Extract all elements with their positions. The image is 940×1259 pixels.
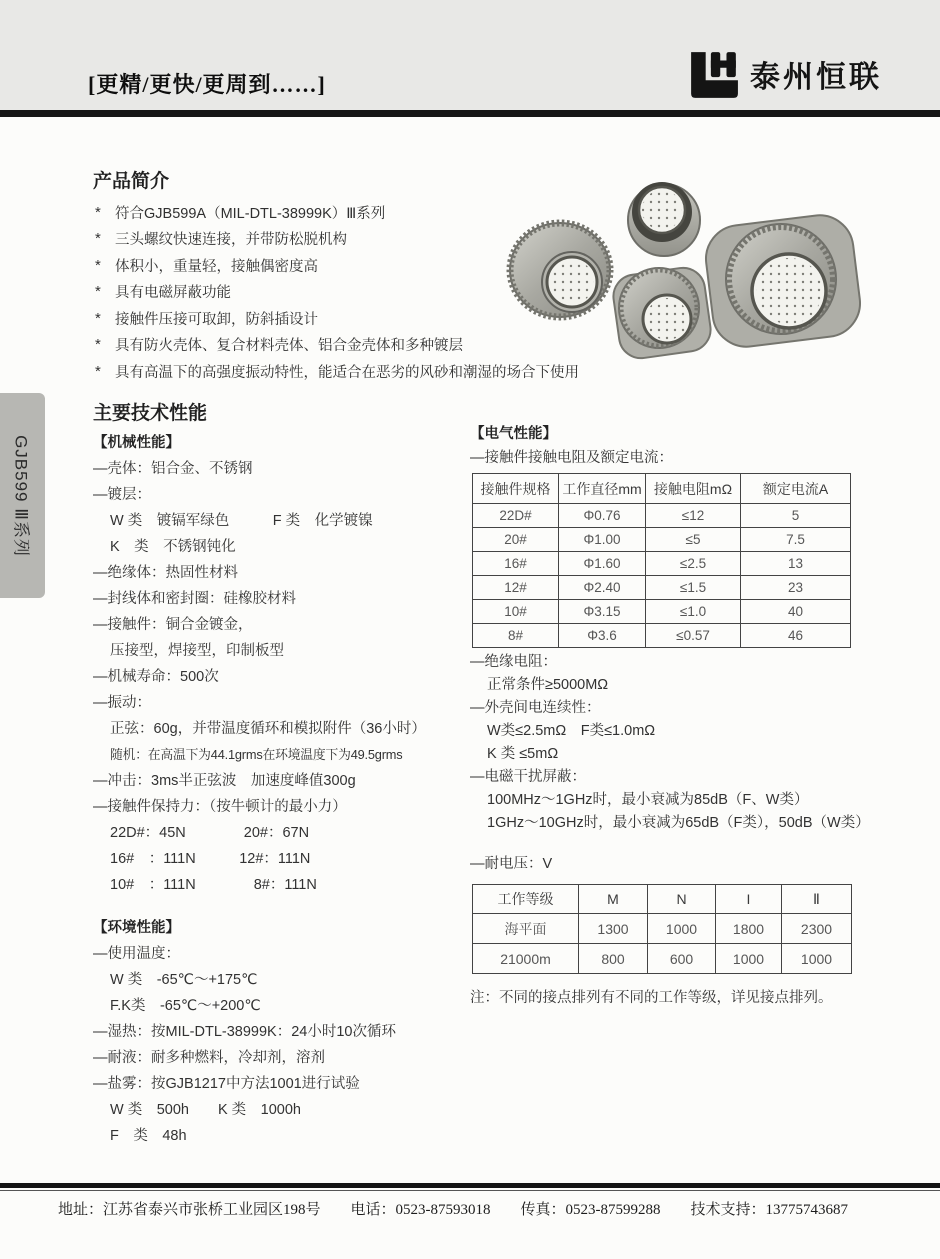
header: [0, 0, 940, 110]
environmental-title: 【环境性能】: [93, 920, 180, 936]
bullet-text: 体积小，重量轻，接触偶密度高: [115, 258, 318, 275]
table-cell: 16#: [473, 552, 559, 576]
spec-line: —外壳间电连续性：: [470, 700, 601, 716]
side-tab: [0, 393, 45, 598]
spec-line: —镀层：: [93, 487, 151, 503]
spec-line: —湿热：按MIL-DTL-38999K：24小时10次循环: [93, 1024, 396, 1040]
table-cell: 1000: [648, 914, 716, 944]
connector-photo-right: [702, 211, 864, 350]
company-logo: [688, 50, 882, 98]
connector-photo-top: [628, 182, 700, 256]
table-row: [473, 944, 852, 974]
table-cell: 1300: [579, 914, 648, 944]
lh-monogram-icon: [688, 50, 740, 98]
table-cell: 7.5: [741, 528, 851, 552]
spec-line: —封线体和密封圈：硅橡胶材料: [93, 591, 296, 607]
connector-photo-bottom: [611, 265, 714, 361]
spec-line: —机械寿命：500次: [93, 669, 219, 685]
voltage-note: 注：不同的接点排列有不同的工作等级，详见接点排列。: [470, 990, 833, 1006]
spec-line: —电磁干扰屏蔽：: [470, 769, 586, 785]
table-row: [473, 600, 851, 624]
spec-line: F 类 48h: [110, 1128, 187, 1144]
table-cell: ≤1.5: [646, 576, 741, 600]
bullet-marker: *: [95, 283, 101, 301]
spec-line: —使用温度：: [93, 946, 180, 962]
table-cell: ≤5: [646, 528, 741, 552]
table-header-cell: M: [579, 885, 648, 914]
withstand-voltage-line: [470, 851, 552, 877]
spec-line: K 类 不锈钢钝化: [110, 539, 236, 555]
spec-line: 随机：在高温下为44.1grms在环境温度下为49.5grms: [110, 747, 403, 762]
spec-line: —振动：: [93, 695, 151, 711]
table-cell: 600: [648, 944, 716, 974]
spec-line: 16# ：111N 12#：111N: [110, 851, 311, 867]
spec-line: W 类 镀镉军绿色 F 类 化学镀镍: [110, 513, 373, 529]
electrical-section-head: [470, 422, 673, 470]
electrical-subtitle: —接触件接触电阻及额定电流：: [470, 450, 673, 466]
spec-line: 22D#：45N 20#：67N: [110, 825, 310, 841]
table-row: [473, 504, 851, 528]
table-cell: 8#: [473, 624, 559, 648]
contact-resistance-table: [472, 473, 851, 648]
spec-line: 正常条件≥5000MΩ: [487, 677, 609, 693]
table-cell: 20#: [473, 528, 559, 552]
bullet-marker: *: [95, 362, 101, 380]
table-row: [473, 528, 851, 552]
table-row: [473, 914, 852, 944]
footer-rule-thin: [0, 1190, 940, 1191]
table-cell: 10#: [473, 600, 559, 624]
spec-line: —接触件：铜合金镀金，: [93, 617, 253, 633]
spec-line: 1GHz～10GHz时，最小衰减为65dB（F类），50dB（W类）: [487, 815, 870, 831]
side-tab-label: GJB599 Ⅲ系列: [11, 434, 30, 557]
spec-line: 正弦：60g，并带温度循环和模拟附件（36小时）: [110, 721, 426, 737]
spec-line: —冲击：3ms半正弦波 加速度峰值300g: [93, 773, 356, 789]
bullet-text: 具有电磁屏蔽功能: [115, 285, 231, 302]
connector-photo-left: [510, 223, 610, 317]
table-header-cell: 接触电阻mΩ: [646, 474, 741, 504]
spec-line: 压接型，焊接型，印制板型: [110, 643, 284, 659]
bullet-marker: *: [95, 256, 101, 274]
bullet-text: 具有高温下的高强度振动特性，能适合在恶劣的风砂和潮湿的场合下使用: [115, 364, 579, 381]
tech-title: 主要技术性能: [93, 403, 208, 424]
spec-line: F.K类 -65℃～+200℃: [110, 998, 261, 1014]
spec-line: —耐电压：V: [470, 856, 553, 872]
table-cell: 23: [741, 576, 851, 600]
spec-line: W 类 500h K 类 1000h: [110, 1102, 301, 1118]
voltage-table: [472, 884, 852, 974]
spec-line: W 类 -65℃～+175℃: [110, 972, 258, 988]
product-photo: [503, 158, 923, 393]
table-cell: Φ3.6: [559, 624, 646, 648]
brand-name: 泰州恒联: [750, 61, 882, 94]
table-row: [473, 576, 851, 600]
footer-rule: [0, 1183, 940, 1188]
footer-support: 技术支持：13775743687: [690, 1202, 849, 1218]
table-cell: Φ1.00: [559, 528, 646, 552]
spec-line: —绝缘体：热固性材料: [93, 565, 238, 581]
table-cell: 21000m: [473, 944, 579, 974]
table-cell: 2300: [782, 914, 852, 944]
bullet-marker: *: [95, 309, 101, 327]
spec-line: —盐雾：按GJB1217中方法1001进行试验: [93, 1076, 360, 1092]
table-header-cell: 额定电流A: [741, 474, 851, 504]
bullet-marker: *: [95, 336, 101, 354]
bullet-text: 符合GJB599A（MIL-DTL-38999K）Ⅲ系列: [115, 205, 386, 222]
footer-fax: 传真：0523-87599288: [520, 1202, 661, 1218]
table-cell: Φ3.15: [559, 600, 646, 624]
bullet-text: 三头螺纹快速连接，并带防松脱机构: [115, 232, 347, 249]
electrical-spec-lines: [470, 651, 870, 835]
table-header-cell: 工作等级: [473, 885, 579, 914]
table-cell: Φ2.40: [559, 576, 646, 600]
table-header-cell: Ⅱ: [782, 885, 852, 914]
table-row: [473, 552, 851, 576]
mechanical-title: 【机械性能】: [93, 435, 180, 451]
table-header-cell: N: [648, 885, 716, 914]
table-cell: 1000: [782, 944, 852, 974]
table-header-row: [473, 885, 852, 914]
spec-line: —耐液：耐多种燃料，冷却剂，溶剂: [93, 1050, 325, 1066]
spec-line: —绝缘电阻：: [470, 654, 557, 670]
table-cell: 5: [741, 504, 851, 528]
spec-line: —壳体：铝合金、不锈钢: [93, 461, 253, 477]
table-cell: 800: [579, 944, 648, 974]
table-cell: ≤12: [646, 504, 741, 528]
spec-line: 10# ：111N 8#：111N: [110, 877, 317, 893]
table-row: [473, 624, 851, 648]
bullet-text: 具有防火壳体、复合材料壳体、铝合金壳体和多种镀层: [115, 338, 463, 355]
bullet-text: 接触件压接可取卸，防斜插设计: [115, 311, 318, 328]
header-rule: [0, 110, 940, 117]
slogan-text: [更精/更快/更周到……]: [88, 72, 326, 97]
table-cell: ≤1.0: [646, 600, 741, 624]
table-cell: 40: [741, 600, 851, 624]
table-cell: 12#: [473, 576, 559, 600]
electrical-title: 【电气性能】: [470, 426, 557, 442]
table-cell: 海平面: [473, 914, 579, 944]
bullet-marker: *: [95, 203, 101, 221]
footer-address: 地址：江苏省泰兴市张桥工业园区198号: [58, 1202, 321, 1218]
table-cell: 46: [741, 624, 851, 648]
table-header-row: [473, 474, 851, 504]
intro-title: 产品简介: [93, 171, 170, 192]
table-cell: ≤0.57: [646, 624, 741, 648]
table-cell: Φ1.60: [559, 552, 646, 576]
spec-line: 100MHz～1GHz时，最小衰减为85dB（F、W类）: [487, 792, 809, 808]
environmental-section: [93, 915, 396, 1149]
table-cell: 1000: [716, 944, 782, 974]
mechanical-section: [93, 430, 426, 898]
table-cell: ≤2.5: [646, 552, 741, 576]
table-cell: 13: [741, 552, 851, 576]
table-cell: 1800: [716, 914, 782, 944]
table-header-cell: I: [716, 885, 782, 914]
table-header-cell: 工作直径mm: [559, 474, 646, 504]
spec-line: W类≤2.5mΩ F类≤1.0mΩ: [487, 723, 656, 739]
table-cell: Φ0.76: [559, 504, 646, 528]
table-cell: 22D#: [473, 504, 559, 528]
table-header-cell: 接触件规格: [473, 474, 559, 504]
footer-phone: 电话：0523-87593018: [350, 1202, 491, 1218]
footer: [58, 1198, 848, 1219]
spec-line: K 类 ≤5mΩ: [487, 746, 559, 762]
spec-line: —接触件保持力：（按牛顿计的最小力）: [93, 799, 347, 815]
bullet-marker: *: [95, 230, 101, 248]
